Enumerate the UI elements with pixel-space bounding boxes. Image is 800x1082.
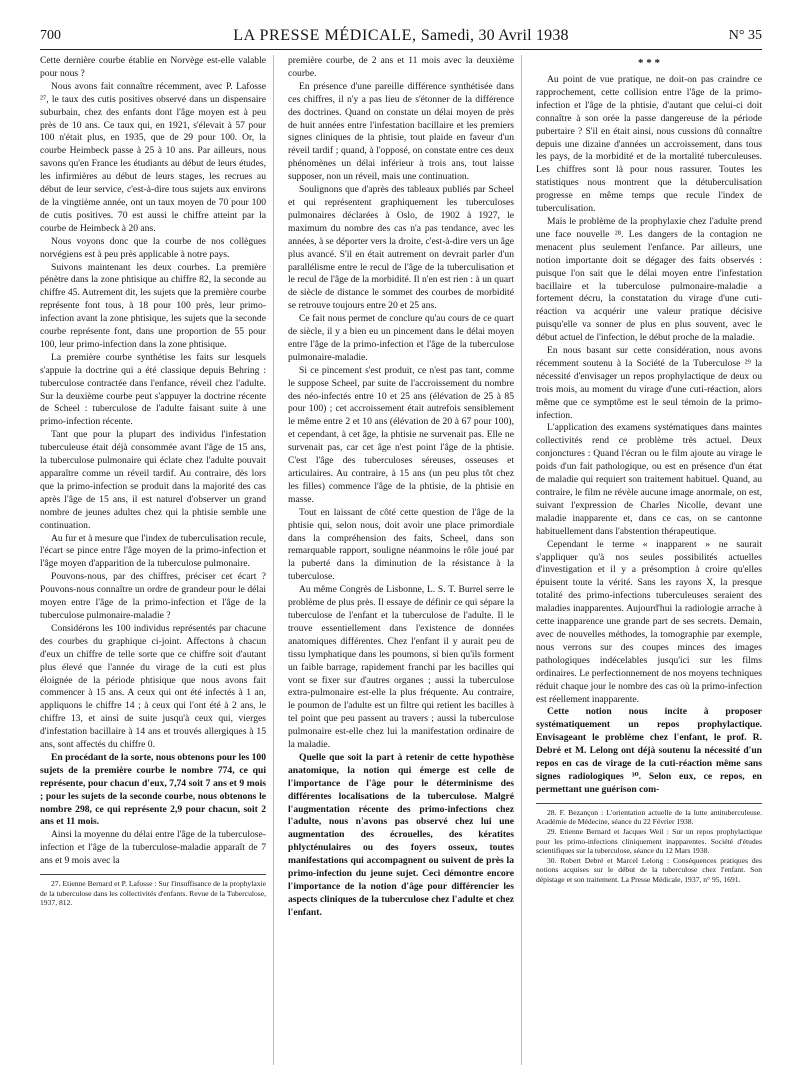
paragraph: Cependant le terme « inapparent » ne saurait s'appliquer qu'à nos seules possibilités actuelles d'investigation et il y a présomption à croire qu'elles épuisent toute la vérité. Sans les rayons X, la presque totalité des primo-infections tuberculeuses seraient des maladies inapparentes. Aujourd'hui la radiologie arrache à cette inapparence une grande part de ses secrets. Demain, avec de nouvelles méthodes, la tomographie par exemple, nous verrons sur des coupes minces des images pathologiques indécelables jusqu'ici sur les films ordinaires. Le perfectionnement de nos moyens techniques réduit chaque jour le nombre des cas où la primo-infection est réellement inapparente. — [536, 538, 762, 705]
column-middle — [288, 55, 514, 1055]
paragraph: Tant que pour la plupart des individus l'infestation tuberculeuse était déjà consommée avant l'âge de 15 ans, la tuberculose pulmonaire qui éclate chez l'adulte pouvait apparaître comme un réveil tardif. Au contraire, dès lors que la primo-infection se produit dans la majorité des cas après l'âge de 15 ans, il est naturel d'observer un grand nombre de jeunes adultes chez qui la phtisie semble une continuation. — [40, 429, 266, 531]
paragraph: Considérons les 100 individus représentés par chacune des courbes du graphique ci-joint. Affectons à chacun d'eux un chiffre de telle sorte que ce chiffre soit d'autant plus élevé que l'année du virage de la cuti est plus éloignée de la période phtisique que nous avons fait commencer à 15 ans. A ceux qui ont été infectés à 1 an, appliquons le chiffre 14 ; à ceux qui l'ont été à 2 ans, le chiffre 13, et ainsi de suite jusqu'à ceux qui, vierges d'infestation bacillaire à 14 ans et trouvés allergiques à 15 ans, sont affectés du chiffre 0. — [40, 622, 266, 751]
paragraph: Nous avons fait connaître récemment, avec P. Lafosse ²⁷, le taux des cutis positives observé dans un dispensaire suburbain, chez des enfants dont l'âge moyen est à peu près de 10 ans. Ce taux qui, en 1921, s'élevait à 57 pour 100 n'était plus, en 1935, que de 29 pour 100. Or, la courbe Heimbeck passe à 25 à 10 ans. Par ailleurs, nous savons qu'en France les étudiants au début de leurs études, les infirmières au début de leurs stages, les recrues au début de leur service, c'est-à-dire tous sujets aux environs de la vingtième année, ont un taux moyen de 70 pour 100 de cutis positives. 70 est aussi le chiffre atteint par la courbe de Heimbeck à 20 ans. — [40, 80, 266, 234]
running-title — [40, 27, 762, 45]
column-separator — [521, 55, 522, 1065]
paragraph: Tout en laissant de côté cette question de l'âge de la phtisie qui, selon nous, doit avoir une place primordiale dans la compréhension des faits, Scheel, dans son remarquable rapport, souligne néanmoins le rôle joué par la puberté dans la diminution de la résistance à la tuberculose. — [288, 506, 514, 583]
paragraph: Soulignons que d'après des tableaux publiés par Scheel et qui représentent graphiquement les tuberculoses pulmonaires déclarées à Oslo, de 1902 à 1927, le maximum du nombre des cas n'a pas tendance, avec les années, à se déporter vers la droite, c'est-à-dire vers un âge plus avancé. S'il en était autrement on devrait parler d'un parallélisme entre le recul de l'âge de la tuberculisation et le recul de l'âge de la morbidité. Il n'en est rien : à un quart de siècle de distance le sommet des courbes de morbidité se retrouve toujours entre 20 et 25 ans. — [288, 184, 514, 312]
paragraph: Suivons maintenant les deux courbes. La première pénètre dans la zone phtisique au chiffre 82, la seconde au chiffre 45. Autrement dit, les sujets que la première courbe représente font tous, à 18 pour 100 près, leur primo-infection avant la zone phtisique, les sujets que la seconde courbe représente font, dans une proportion de 55 pour 100, leur primo-infection dans la zone phtisique. — [40, 261, 266, 350]
footnotes — [536, 803, 762, 885]
paragraph: Au fur et à mesure que l'index de tuberculisation recule, l'écart se pince entre l'âge moyen de la primo-infection et l'âge moyen d'apparition de la tuberculose pulmonaire. — [40, 532, 266, 570]
page-header — [40, 27, 762, 47]
issue-date: Samedi, 30 Avril 1938 — [420, 27, 569, 44]
paragraph: Ainsi la moyenne du délai entre l'âge de la tuberculose-infection et l'âge de la tuberculose-maladie apparaît de 7 ans et 9 mois avec la — [40, 829, 266, 867]
issue-number: N° 35 — [728, 28, 762, 43]
paragraph: La première courbe synthétise les faits sur lesquels s'appuie la doctrine qui a été classique depuis Behring : tuberculose contractée dans l'enfance, réveil chez l'adulte. Sur la deuxième courbe peut s'appuyer la doctrine récente de Scheel : tuberculose de l'adulte faisant suite à une primo-infection récente. — [40, 351, 266, 428]
paragraph: En nous basant sur cette considération, nous avons récemment soutenu à la Société de la Tuberculose ²⁹ la nécessité d'envisager un repos prophylactique de deux ou trois mois, au moment du virage d'une cuti-réaction, alors même que ce symptôme est le seul témoin de la primo-infection. — [536, 345, 762, 421]
paragraph: En procédant de la sorte, nous obtenons pour les 100 sujets de la première courbe le nombre 774, ce qui représente, pour chacun d'eux, 7,74 soit 7 ans et 9 mois ; pour les sujets de la seconde courbe, nous obtenons le nombre 298, ce qui représente 2,9 pour chacun, soit 2 ans et 11 mois. — [40, 751, 266, 828]
paragraph: première courbe, de 2 ans et 11 mois avec la deuxième courbe. — [288, 55, 514, 79]
footnote: 29. Etienne Bernard et Jacques Weil : Sur un repos prophylactique pour les primo-infections cliniquement inapparentes. Société d'études scientifiques sur la tuberculose, séance du 12 Mars 1938. — [536, 826, 762, 856]
footnote: 28. F. Bezançon : L'orientation actuelle de la lutte antituberculeuse. Académie de Médecine, séance du 22 Février 1938. — [536, 807, 762, 827]
paragraph: Pouvons-nous, par des chiffres, préciser cet écart ? Pouvons-nous connaître un ordre de grandeur pour le délai moyen entre l'âge de la primo-infection et l'âge de la tuberculose pulmonaire-maladie ? — [40, 571, 266, 621]
paragraph: Mais le problème de la prophylaxie chez l'adulte prend une face nouvelle ²⁸. Les dangers de la contagion ne menacent plus seulement l'enfance. Par ailleurs, une notion importante doit se dégager des faits observés : puisque l'on sait que le délai moyen entre l'infestation bacillaire et la tuberculose pulmonaire-maladie a fortement décru, la constatation du virage d'une cuti-réaction va acquérir une valeur pratique décisive puisqu'elle va sonner de plus en plus souvent, avec le début actuel de l'infection, le début proche de la maladie. — [536, 215, 762, 344]
paragraph: Ce fait nous permet de conclure qu'au cours de ce quart de siècle, il y a bien eu un pincement dans le délai moyen entre l'âge de la primo-infection et l'âge de la tuberculose pulmonaire-maladie. — [288, 313, 514, 363]
column-left — [40, 55, 266, 1055]
footnote: 27. Etienne Bernard et P. Lafosse : Sur l'insuffisance de la prophylaxie de la tuberculose dans les collectivités d'enfants. Revue de la Tuberculose, 1937, 812. — [40, 879, 266, 908]
header-rule — [40, 49, 762, 50]
paragraph: Au même Congrès de Lisbonne, L. S. T. Burrel serre le problème de plus près. Il essaye de définir ce qui sépare la tuberculose de l'enfant et la tuberculose de l'adulte. Il le trouve essentiellement dans l'existence de données anatomiques différentes. Chez l'enfant il y aurait peu de tissu lymphatique dans les poumons, si bien qu'ils forment un faible barrage, rapidement franchi par les bacilles qui vont se fixer sur d'autres organes ; aussi la tuberculose extra-pulmonaire est-elle la plus fréquente. Au contraire, le poumon de l'adulte est un filtre qui retient les bacilles à tel point que peu passent au travers ; aussi la tuberculose pulmonaire est-elle chez lui la manifestation ordinaire de la maladie. — [288, 584, 514, 751]
paragraph: Au point de vue pratique, ne doit-on pas craindre ce rapprochement, cette collision entre l'âge de la primo-infection et l'âge de la phtisie, d'autant que celui-ci doit connaître à son orée la passe dangereuse de la période pubertaire ? S'il en était ainsi, nous cussions dû connaître depuis une dizaine d'années un accroissement, dans tous les pays, de la morbidité et de la mortalité tuberculeuses. Les chiffres sont là pour nous rassurer. Toutes les statistiques nous montrent que la détuberculisation progresse en même temps que recule l'index de tuberculisation. — [536, 74, 762, 215]
column-separator — [273, 55, 274, 1065]
footnotes — [40, 874, 266, 908]
column-right — [536, 55, 762, 1055]
paragraph: En présence d'une pareille différence synthétisée dans ces chiffres, il n'y a pas lieu de s'étonner de la différence des doctrines. Quand on constate un délai moyen de près de huit années entre l'infestation bacillaire et les premiers signes cliniques de la phtisie, tout plaide en faveur d'un réveil tardif ; quand, à l'opposé, on constate entre ces deux phénomènes un délai inférieur à trois ans, tout laisse supposer, non un réveil, mais une continuation. — [288, 80, 514, 183]
paragraph: Si ce pincement s'est produit, ce n'est pas tant, comme le suppose Scheel, par suite de l'accroissement du nombre des néo-infectés entre 10 et 25 ans (élévation de 25 à 85 pour 100) ; cet accroissement était autrefois sensiblement le même entre 2 et 10 ans (élévation de 20 à 67 pour 100), et cependant, à cet âge, la phtisie ne survenait pas. Elle ne survenait pas, car cet âge n'est point l'âge de la phtisie. C'est l'âge des tuberculoses séreuses, osseuses et articulaires. Au contraire, à 15 ans (un peu plus tôt chez les filles) commence l'âge de la phtisie, de la phtisie en masse. — [288, 364, 514, 505]
paragraph: Nous voyons donc que la courbe de nos collègues norvégiens est à peu près applicable à notre pays. — [40, 235, 266, 260]
paragraph: Cette notion nous incite à proposer systématiquement un repos prophylactique. Envisageant le problème chez l'enfant, le prof. R. Debré et M. Lelong ont déjà soutenu la nécessité d'un repos en cas de virage de la cuti-réaction même sans signes radiologiques ³⁰. Selon eux, ce repos, en permettant une guérison com- — [536, 706, 762, 795]
journal-name: LA PRESSE MÉDICALE, — [233, 27, 417, 44]
section-break-stars: * * * — [638, 57, 660, 69]
paragraph: L'application des examens systématiques dans maintes collectivités rend ce problème très actuel. Deux conjonctures : Quand l'écran ou le film ajoute au virage le poids d'un fait pathologique, ou est en présence d'un état de maladie qui requiert son traitement habituel. Quand, au contraire, le film ne révèle aucune image anormale, on est, suivant l'expression de Charles Nicolle, devant une maladie inapparente et, dans ce cas, on se cantonne habituellement dans l'abstention thérapeutique. — [536, 422, 762, 537]
paragraph: Cette dernière courbe établie en Norvège est-elle valable pour nous ? — [40, 55, 266, 79]
page-number: 700 — [40, 28, 61, 43]
footnote: 30. Robert Debré et Marcel Lelong : Conséquences pratiques des notions acquises sur le début de la tuberculose chez l'enfant. Son dépistage et son traitement. La Presse Médicale, 1937, n° 95, 1691. — [536, 855, 762, 884]
paragraph: Quelle que soit la part à retenir de cette hypothèse anatomique, la notion qui émerge est celle de l'importance de l'âge pour le déterminisme des différentes localisations de la tuberculose. Malgré l'augmentation récente des primo-infections chez l'adulte, nous n'avons pas observé chez lui une augmentation des écrouelles, des kératites phlycténulaires ou des foyers osseux, toutes manifestations qui accompagnent ou suivent de près la primo-infection du jeune sujet. Ceci démontre encore l'importance de la notion d'âge pour différencier les aspects cliniques de la tuberculose chez l'adulte et chez l'enfant. — [288, 751, 514, 918]
